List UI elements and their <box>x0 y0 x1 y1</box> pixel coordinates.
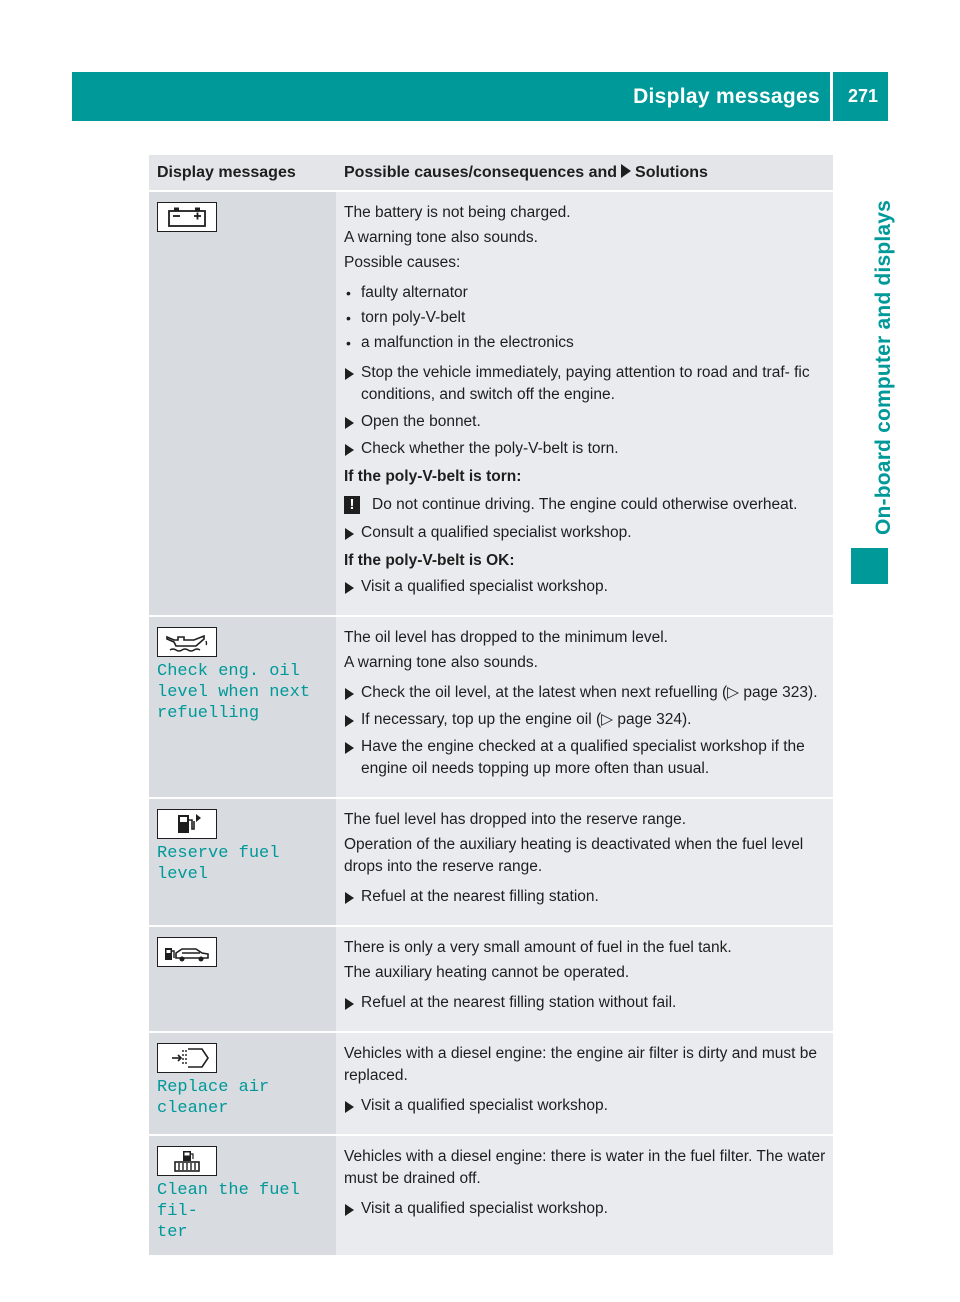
message-cell <box>149 926 336 1032</box>
action-triangle-icon <box>345 1101 354 1113</box>
exclamation-icon: ! <box>344 496 360 514</box>
action-triangle-icon <box>345 1204 354 1216</box>
action-step <box>344 736 827 780</box>
solution-text: Vehicles with a diesel engine: there is water in the fuel filter. The water must be drained off. <box>344 1148 826 1187</box>
action-step <box>344 438 827 460</box>
side-tab-marker <box>851 548 888 584</box>
solution-text: A warning tone also sounds. <box>344 229 538 246</box>
action-triangle-icon <box>345 368 354 380</box>
action-text: Visit a qualified specialist workshop. <box>361 1097 608 1114</box>
action-text: Refuel at the nearest filling station. <box>361 888 599 905</box>
battery-icon <box>157 202 217 232</box>
message-cell <box>149 616 336 798</box>
table-row <box>149 1135 833 1256</box>
display-message <box>157 661 328 724</box>
action-text: Open the bonnet. <box>361 413 481 430</box>
display-message-line: refuelling <box>157 704 260 723</box>
display-message <box>157 1077 328 1119</box>
action-triangle-icon <box>345 892 354 904</box>
table-row <box>149 191 833 616</box>
column-header-solutions <box>336 155 833 191</box>
cause-item: • a malfunction in the electronics <box>344 332 827 354</box>
warning-text: Do not continue driving. The engine could otherwise overheat. <box>372 496 798 513</box>
triangle-icon <box>621 164 631 178</box>
solution-text: Possible causes: <box>344 254 461 271</box>
fuel-car-icon <box>157 937 217 967</box>
display-message-line: ter <box>157 1223 188 1242</box>
action-step <box>344 682 827 704</box>
fuel-pump-icon <box>157 809 217 839</box>
header-text-causes: Possible causes/consequences and <box>344 163 618 181</box>
action-triangle-icon <box>345 582 354 594</box>
solution-text: There is only a very small amount of fuel in the fuel tank. <box>344 939 732 956</box>
action-step <box>344 1198 827 1220</box>
air-filter-icon <box>157 1043 217 1073</box>
action-step <box>344 362 827 406</box>
solution-text: Operation of the auxiliary heating is deactivated when the fuel level drops into the reserve range. <box>344 836 804 875</box>
action-text: Visit a qualified specialist workshop. <box>361 1200 608 1217</box>
action-text: Check the oil level, at the latest when next refuelling (▷ page 323). <box>361 684 818 701</box>
action-triangle-icon <box>345 444 354 456</box>
action-text: Stop the vehicle immediately, paying attention to road and traf- fic conditions, and switch off the engine. <box>361 364 810 403</box>
action-text: Have the engine checked at a qualified specialist workshop if the engine oil needs topping up more often than usual. <box>361 738 805 777</box>
message-cell <box>149 1032 336 1135</box>
action-text: Visit a qualified specialist workshop. <box>361 578 608 595</box>
action-triangle-icon <box>345 417 354 429</box>
page-header <box>72 72 888 121</box>
display-message-line: Replace air cleaner <box>157 1078 270 1118</box>
action-triangle-icon <box>345 998 354 1010</box>
cause-item: • faulty alternator <box>344 282 827 304</box>
action-step <box>344 411 827 433</box>
action-triangle-icon <box>345 742 354 754</box>
header-text-solutions: Solutions <box>635 163 708 181</box>
header-title: Display messages <box>633 85 820 108</box>
action-triangle-icon <box>345 715 354 727</box>
solution-text: A warning tone also sounds. <box>344 654 538 671</box>
action-text: Refuel at the nearest filling station without fail. <box>361 994 677 1011</box>
action-triangle-icon <box>345 528 354 540</box>
action-step <box>344 576 827 598</box>
table-row <box>149 616 833 798</box>
side-tab-label: On-board computer and displays <box>872 199 895 535</box>
solution-text: The auxiliary heating cannot be operated. <box>344 964 630 981</box>
table-row <box>149 1032 833 1135</box>
action-step <box>344 886 827 908</box>
solution-text: The fuel level has dropped into the reserve range. <box>344 811 687 828</box>
display-message-line: level when next <box>157 683 311 702</box>
action-text: If necessary, top up the engine oil (▷ page 324). <box>361 711 692 728</box>
solution-cell <box>336 1032 833 1135</box>
solution-cell <box>336 1135 833 1256</box>
display-message <box>157 843 328 885</box>
fuel-filter-icon <box>157 1146 217 1176</box>
action-triangle-icon <box>345 688 354 700</box>
warning-note <box>344 494 827 516</box>
table-row <box>149 798 833 926</box>
action-step <box>344 522 827 544</box>
message-cell <box>149 191 336 616</box>
header-separator <box>830 72 833 121</box>
column-header-messages: Display messages <box>149 155 336 191</box>
action-text: Check whether the poly-V-belt is torn. <box>361 440 619 457</box>
page-number: 271 <box>847 86 878 106</box>
solution-text: The oil level has dropped to the minimum level. <box>344 629 668 646</box>
action-step <box>344 1095 827 1117</box>
solution-cell <box>336 926 833 1032</box>
solution-text: The battery is not being charged. <box>344 204 571 221</box>
solution-cell <box>336 191 833 616</box>
condition-heading: If the poly-V-belt is OK: <box>344 552 515 569</box>
display-messages-table <box>149 155 833 1257</box>
condition-heading: If the poly-V-belt is torn: <box>344 468 522 485</box>
display-message-line: Reserve fuel level <box>157 844 280 884</box>
action-step <box>344 709 827 731</box>
message-cell <box>149 798 336 926</box>
table-row <box>149 926 833 1032</box>
solution-text: Vehicles with a diesel engine: the engine air filter is dirty and must be replaced. <box>344 1045 818 1084</box>
display-message <box>157 1180 328 1243</box>
action-step <box>344 992 827 1014</box>
oil-can-icon <box>157 627 217 657</box>
solution-cell <box>336 798 833 926</box>
display-message-line: Check eng. oil <box>157 662 300 681</box>
message-cell <box>149 1135 336 1256</box>
table-header-row <box>149 155 833 191</box>
solution-cell <box>336 616 833 798</box>
action-text: Consult a qualified specialist workshop. <box>361 524 632 541</box>
display-message-line: Clean the fuel fil- <box>157 1181 300 1221</box>
cause-item: • torn poly-V-belt <box>344 307 827 329</box>
